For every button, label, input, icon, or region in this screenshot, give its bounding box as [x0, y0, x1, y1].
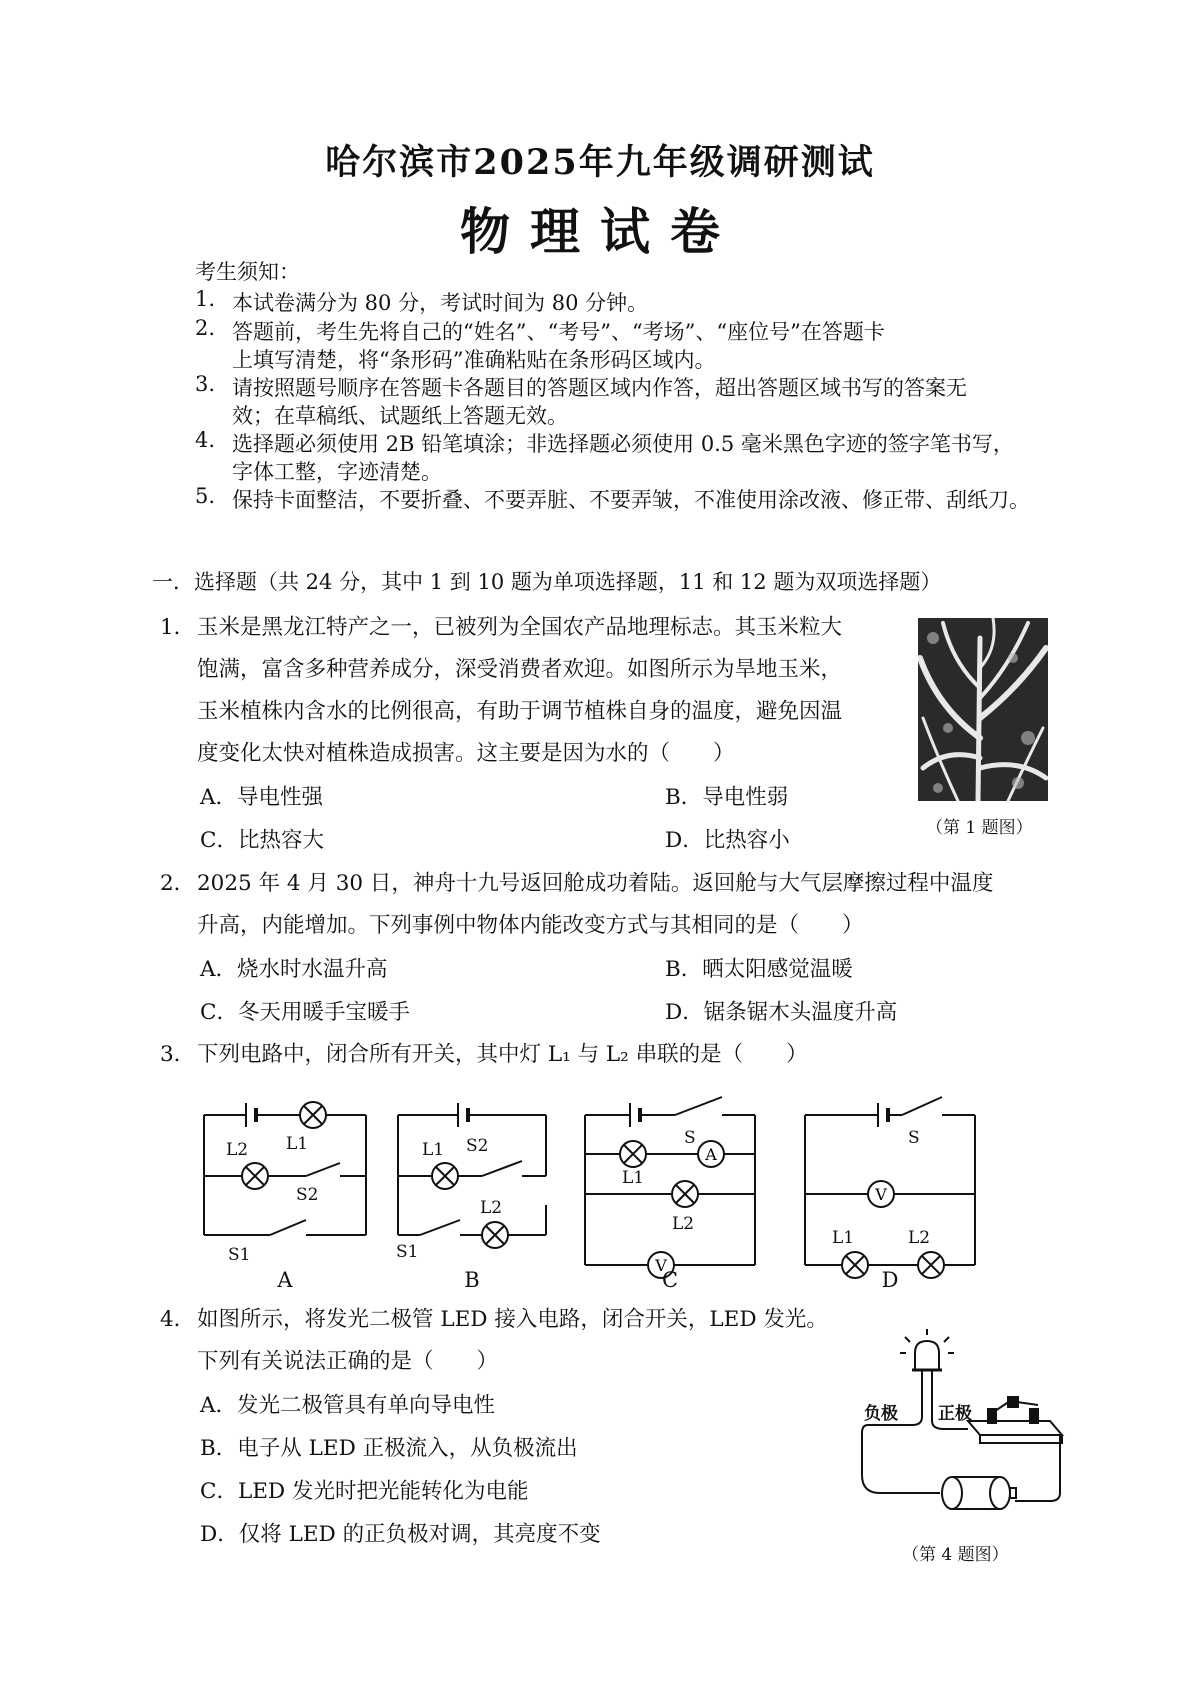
figure-caption: （第 1 题图）	[926, 818, 1033, 838]
circuit-label-a: A	[277, 1268, 293, 1292]
label-l1: L1	[832, 1228, 855, 1248]
section-title: 一．选择题（共 24 分，其中 1 到 10 题为单项选择题，11 和 12 题为双项选择题）	[152, 570, 942, 594]
label-l1: L1	[622, 1168, 645, 1188]
option-d: D．比热容小	[665, 828, 790, 853]
circuit-a	[204, 1103, 366, 1235]
question-text: 饱满，富含多种营养成分，深受消费者欢迎。如图所示为旱地玉米，	[197, 657, 843, 682]
option-c: C．冬天用暖手宝暖手	[200, 1000, 410, 1025]
option-a: A．发光二极管具有单向导电性	[200, 1393, 496, 1418]
option-d: D．仅将 LED 的正负极对调，其亮度不变	[200, 1522, 601, 1547]
label-l2: L2	[908, 1228, 931, 1248]
lamp-l2	[482, 1222, 508, 1248]
question-text: 下列有关说法正确的是（ ）	[197, 1349, 499, 1374]
circuit-label-d: D	[881, 1268, 899, 1292]
label-l2: L2	[226, 1140, 249, 1160]
option-d: D．锯条锯木头温度升高	[665, 1000, 898, 1025]
circuit-d	[805, 1097, 975, 1265]
lamp-l1	[432, 1163, 458, 1189]
label-l2: L2	[480, 1198, 503, 1218]
circuit-b	[398, 1103, 546, 1235]
lamp-l2	[672, 1181, 698, 1207]
question-text: 升高，内能增加。下列事例中物体内能改变方式与其相同的是（ ）	[197, 913, 864, 938]
question-text: 2025 年 4 月 30 日，神舟十九号返回舱成功着陆。返回舱与大气层摩擦过程中温度	[197, 871, 994, 896]
label-l2: L2	[672, 1214, 695, 1234]
figure-caption: （第 4 题图）	[902, 1545, 1009, 1565]
corn-photo	[918, 618, 1048, 801]
circuit-diagrams	[190, 1075, 1090, 1295]
label-s1: S1	[228, 1245, 251, 1265]
question-number: 4．	[160, 1307, 196, 1332]
lamp-l1	[300, 1102, 326, 1128]
option-b: B．电子从 LED 正极流入，从负极流出	[200, 1436, 578, 1461]
lamp-l1	[620, 1141, 646, 1167]
svg-text:A: A	[705, 1145, 717, 1164]
notice-line: 请按照题号顺序在答题卡各题目的答题区域内作答，超出答题区域书写的答案无	[232, 376, 967, 400]
notice-line: 选择题必须使用 2B 铅笔填涂；非选择题必须使用 0.5 毫米黑色字迹的签字笔书写，	[232, 432, 1014, 456]
exam-title: 哈尔滨市2025年九年级调研测试	[325, 142, 875, 183]
question-text: 如图所示，将发光二极管 LED 接入电路，闭合开关，LED 发光。	[197, 1307, 828, 1332]
question-text: 玉米植株内含水的比例很高，有助于调节植株自身的温度，避免因温	[197, 699, 843, 724]
led-circuit-figure	[860, 1325, 1070, 1540]
notice-num: 2.	[195, 316, 216, 340]
option-c: C．LED 发光时把光能转化为电能	[200, 1479, 529, 1504]
led-bulb	[900, 1329, 954, 1370]
option-a: A．导电性强	[200, 785, 324, 810]
positive-pole-label: 正极	[938, 1404, 972, 1424]
label-s2: S2	[296, 1185, 319, 1205]
question-number: 2．	[160, 871, 196, 896]
notice-line: 效；在草稿纸、试题纸上答题无效。	[232, 404, 568, 428]
notice-line: 字体工整，字迹清楚。	[232, 460, 442, 484]
voltmeter	[868, 1181, 894, 1207]
notice-num: 5.	[195, 484, 216, 508]
svg-text:V: V	[875, 1185, 887, 1204]
option-b: B．导电性弱	[665, 785, 789, 810]
question-text: 度变化太快对植株造成损害。这主要是因为水的（ ）	[197, 741, 735, 766]
circuit-label-c: C	[661, 1268, 679, 1292]
notice-line: 答题前，考生先将自己的“姓名”、“考号”、“考场”、“座位号”在答题卡	[232, 320, 885, 344]
lamp-l2	[242, 1163, 268, 1189]
notice-num: 3.	[195, 372, 216, 396]
circuit-label-b: B	[464, 1268, 480, 1292]
svg-text:V: V	[655, 1256, 667, 1275]
question-number: 3．	[160, 1042, 196, 1067]
ammeter	[698, 1141, 724, 1167]
lamp-l1	[842, 1252, 868, 1278]
label-s1: S1	[396, 1242, 419, 1262]
notice-heading: 考生须知：	[195, 260, 300, 284]
notice-line: 本试卷满分为 80 分，考试时间为 80 分钟。	[232, 291, 649, 315]
question-number: 1．	[160, 615, 196, 640]
label-s: S	[684, 1128, 696, 1148]
option-c: C．比热容大	[200, 828, 324, 853]
exam-subtitle: 物理试卷	[460, 202, 740, 261]
switch-icon	[968, 1397, 1062, 1443]
notice-num: 4.	[195, 428, 216, 452]
option-b: B．晒太阳感觉温暖	[665, 957, 853, 982]
label-s: S	[908, 1128, 920, 1148]
label-l1: L1	[422, 1140, 445, 1160]
label-s2: S2	[466, 1136, 489, 1156]
notice-line: 上填写清楚，将“条形码”准确粘贴在条形码区域内。	[232, 348, 716, 372]
question-text: 下列电路中，闭合所有开关，其中灯 L₁ 与 L₂ 串联的是（ ）	[197, 1042, 808, 1067]
notice-line: 保持卡面整洁，不要折叠、不要弄脏、不要弄皱，不准使用涂改液、修正带、刮纸刀。	[232, 488, 1030, 512]
negative-pole-label: 负极	[864, 1404, 898, 1424]
battery-icon	[942, 1477, 1016, 1509]
notice-num: 1.	[195, 287, 216, 311]
circuit-c	[585, 1097, 755, 1265]
option-a: A．烧水时水温升高	[200, 957, 388, 982]
question-text: 玉米是黑龙江特产之一，已被列为全国农产品地理标志。其玉米粒大	[197, 615, 843, 640]
lamp-l2	[918, 1252, 944, 1278]
label-l1: L1	[286, 1134, 309, 1154]
